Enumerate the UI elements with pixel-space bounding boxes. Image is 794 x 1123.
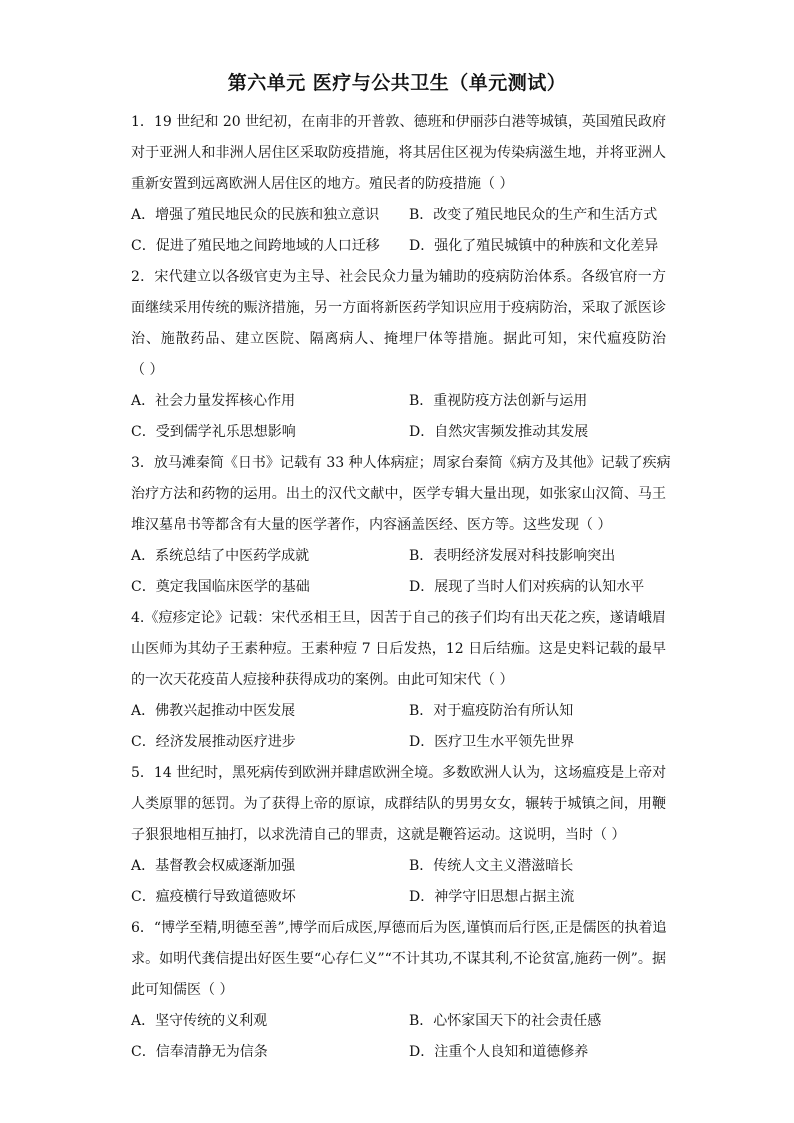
question-2 — [131, 262, 666, 448]
question-stem-line: 1．19 世纪和 20 世纪初，在南非的开普敦、德班和伊丽莎白港等城镇，英国殖民政府 — [131, 114, 666, 130]
option-row — [131, 851, 666, 882]
answer-option[interactable]: C．瘟疫横行导致道德败坏 — [131, 889, 296, 905]
option-row — [131, 231, 666, 262]
question-stem-line: 2．宋代建立以各级官吏为主导、社会民众力量为辅助的疫病防治体系。各级官府一方 — [131, 269, 666, 285]
question-stem-line: 堆汉墓帛书等都含有大量的医学著作，内容涵盖医经、医方等。这些发现（ ） — [131, 517, 612, 533]
answer-option[interactable]: A．佛教兴起推动中医发展 — [131, 703, 296, 719]
question-list — [131, 107, 671, 1068]
question-stem-line: 重新安置到远离欧洲人居住区的地方。殖民者的防疫措施（ ） — [131, 176, 514, 192]
answer-option[interactable]: D．注重个人良知和道德修养 — [409, 1044, 589, 1060]
answer-option[interactable]: D．自然灾害频发推动其发展 — [409, 424, 589, 440]
question-4 — [131, 603, 666, 758]
answer-option[interactable]: A．坚守传统的义利观 — [131, 1013, 268, 1029]
option-row — [131, 541, 666, 572]
question-6 — [131, 913, 666, 1068]
answer-option[interactable]: D．展现了当时人们对疾病的认知水平 — [409, 579, 645, 595]
question-1 — [131, 107, 666, 262]
question-stem-line: 子狠狠地相互抽打，以求洗清自己的罪责，这就是鞭笞运动。这说明，当时（ ） — [131, 827, 626, 843]
question-stem-line: 5．14 世纪时，黑死病传到欧洲并肆虐欧洲全境。多数欧洲人认为，这场瘟疫是上帝对 — [131, 765, 667, 781]
option-row — [131, 1006, 666, 1037]
question-5 — [131, 758, 666, 913]
question-stem-line: 求。如明代龚信提出好医生要“心存仁义”“不计其功,不谋其利,不论贫富,施药一例”。据 — [131, 951, 666, 967]
question-stem-line: 人类原罪的惩罚。为了获得上帝的原谅，成群结队的男男女女，辗转于城镇之间，用鞭 — [131, 796, 666, 812]
question-stem-line: 面继续采用传统的赈济措施，另一方面将新医药学知识应用于疫病防治，采取了派医诊 — [131, 300, 666, 316]
answer-option[interactable]: C．受到儒学礼乐思想影响 — [131, 424, 296, 440]
answer-option[interactable]: A．增强了殖民地民众的民族和独立意识 — [131, 207, 380, 223]
answer-option[interactable]: B．对于瘟疫防治有所认知 — [409, 703, 574, 719]
answer-option[interactable]: A．社会力量发挥核心作用 — [131, 393, 296, 409]
answer-option[interactable]: B．表明经济发展对科技影响突出 — [409, 548, 616, 564]
answer-option[interactable]: B．重视防疫方法创新与运用 — [409, 393, 588, 409]
answer-option[interactable]: C．信奉清静无为信条 — [131, 1044, 268, 1060]
option-row — [131, 727, 666, 758]
question-stem-line: 3．放马滩秦简《日书》记载有 33 种人体病症；周家台秦简《病方及其他》记载了疾病 — [131, 455, 671, 471]
option-row — [131, 200, 666, 231]
option-row — [131, 696, 666, 727]
question-stem-line: 治疗方法和药物的运用。出土的汉代文献中，医学专辑大量出现，如张家山汉简、马王 — [131, 486, 666, 502]
answer-option[interactable]: C．经济发展推动医疗进步 — [131, 734, 296, 750]
answer-option[interactable]: A．系统总结了中医药学成就 — [131, 548, 310, 564]
answer-option[interactable]: B．改变了殖民地民众的生产和生活方式 — [409, 207, 658, 223]
option-row — [131, 572, 666, 603]
answer-option[interactable]: C．奠定我国临床医学的基础 — [131, 579, 310, 595]
answer-option[interactable]: D．神学守旧思想占据主流 — [409, 889, 575, 905]
answer-option[interactable]: D．强化了殖民城镇中的种族和文化差异 — [409, 238, 659, 254]
question-stem-line: 6．“博学至精,明德至善”,博学而后成医,厚德而后为医,谨慎而后行医,正是儒医的执着追 — [131, 920, 667, 936]
answer-option[interactable]: B．心怀家国天下的社会责任感 — [409, 1013, 602, 1029]
page-title: 第六单元 医疗与公共卫生（单元测试） — [227, 72, 567, 94]
question-stem-line: （ ） — [131, 362, 164, 378]
question-stem-line: 对于亚洲人和非洲人居住区采取防疫措施，将其居住区视为传染病滋生地，并将亚洲人 — [131, 145, 666, 161]
question-stem-line: 治、施散药品、建立医院、隔离病人、掩埋尸体等措施。据此可知，宋代瘟疫防治 — [131, 331, 666, 347]
option-row — [131, 386, 666, 417]
question-stem-line: 的一次天花疫苗人痘接种获得成功的案例。由此可知宋代（ ） — [131, 672, 514, 688]
answer-option[interactable]: B．传统人文主义潜滋暗长 — [409, 858, 574, 874]
option-row — [131, 882, 666, 913]
answer-option[interactable]: C．促进了殖民地之间跨地域的人口迁移 — [131, 238, 380, 254]
answer-option[interactable]: D．医疗卫生水平领先世界 — [409, 734, 575, 750]
question-stem-line: 山医师为其幼子王素种痘。王素种痘 7 日后发热，12 日后结痂。这是史料记载的最早 — [131, 641, 666, 657]
question-stem-line: 4.《痘疹定论》记载：宋代丞相王旦，因苦于自己的孩子们均有出天花之疾，遂请峨眉 — [131, 610, 666, 626]
answer-option[interactable]: A．基督教会权威逐渐加强 — [131, 858, 296, 874]
question-3 — [131, 448, 671, 603]
question-stem-line: 此可知儒医（ ） — [131, 982, 234, 998]
option-row — [131, 1037, 666, 1068]
option-row — [131, 417, 666, 448]
